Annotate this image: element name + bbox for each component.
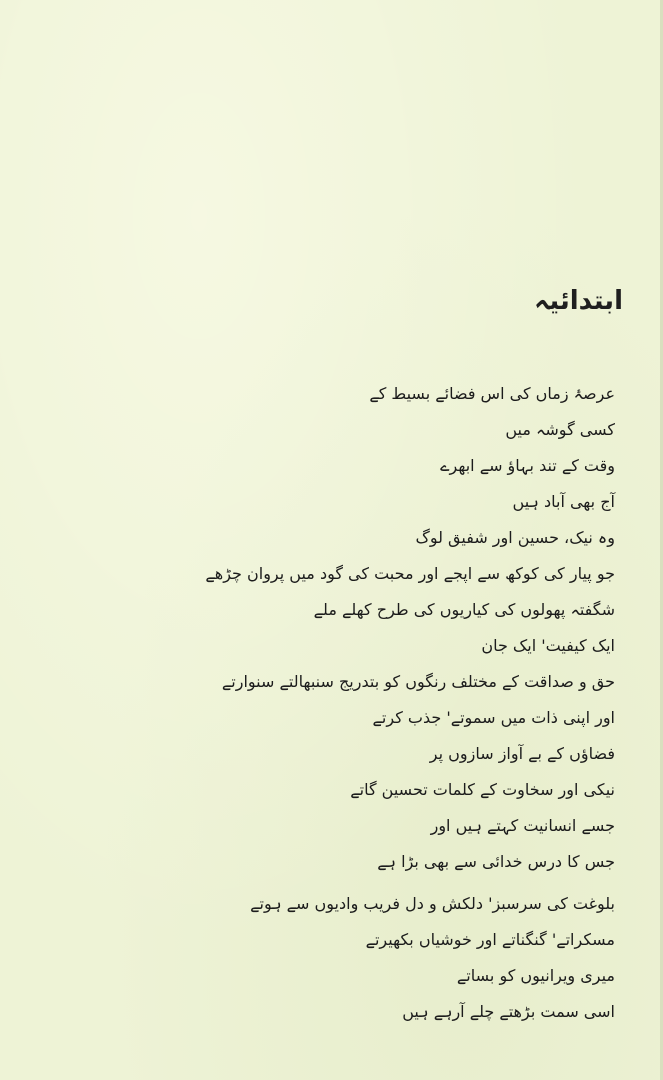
poem-line: فضاؤں کے بے آواز سازوں پر: [429, 744, 615, 763]
poem-line: جو پیار کی کوکھ سے اپجے اور محبت کی گود میں پروان چڑھے: [205, 564, 615, 583]
poem-line: آج بھی آباد ہیں: [512, 492, 615, 511]
poem-line: میری ویرانیوں کو بساتے: [456, 966, 615, 985]
poem-line: ایک کیفیت' ایک جان: [481, 636, 615, 655]
poem-line: کسی گوشہ میں: [505, 420, 615, 439]
poem-line: جسے انسانیت کہتے ہیں اور: [430, 816, 615, 835]
poem-line: شگفتہ پھولوں کی کیاریوں کی طرح کھلے ملے: [313, 600, 615, 619]
poem-line: اور اپنی ذات میں سموتے' جذب کرتے: [372, 708, 615, 727]
poem-line: اسی سمت بڑھتے چلے آرہے ہیں: [402, 1002, 615, 1021]
poem-line: حق و صداقت کے مختلف رنگوں کو بتدریج سنبھالتے سنوارتے: [221, 672, 615, 691]
poem-line: مسکراتے' گنگناتے اور خوشیاں بکھیرتے: [365, 930, 615, 949]
poem-line: جس کا درس خدائی سے بھی بڑا ہے: [377, 852, 615, 871]
page-title: ابتدائیہ: [534, 286, 623, 316]
poem-line: عرصۂ زماں کی اس فضائے بسیط کے: [369, 384, 615, 403]
poem: [55, 376, 615, 1030]
poem-line: بلوغت کی سرسبز' دلکش و دل فریب وادیوں سے ہوتے: [250, 894, 615, 913]
poem-line: وہ نیک، حسین اور شفیق لوگ: [415, 528, 615, 547]
poem-line: نیکی اور سخاوت کے کلمات تحسین گاتے: [350, 780, 615, 799]
poem-line: وقت کے تند بہاؤ سے ابھرے: [440, 456, 615, 475]
